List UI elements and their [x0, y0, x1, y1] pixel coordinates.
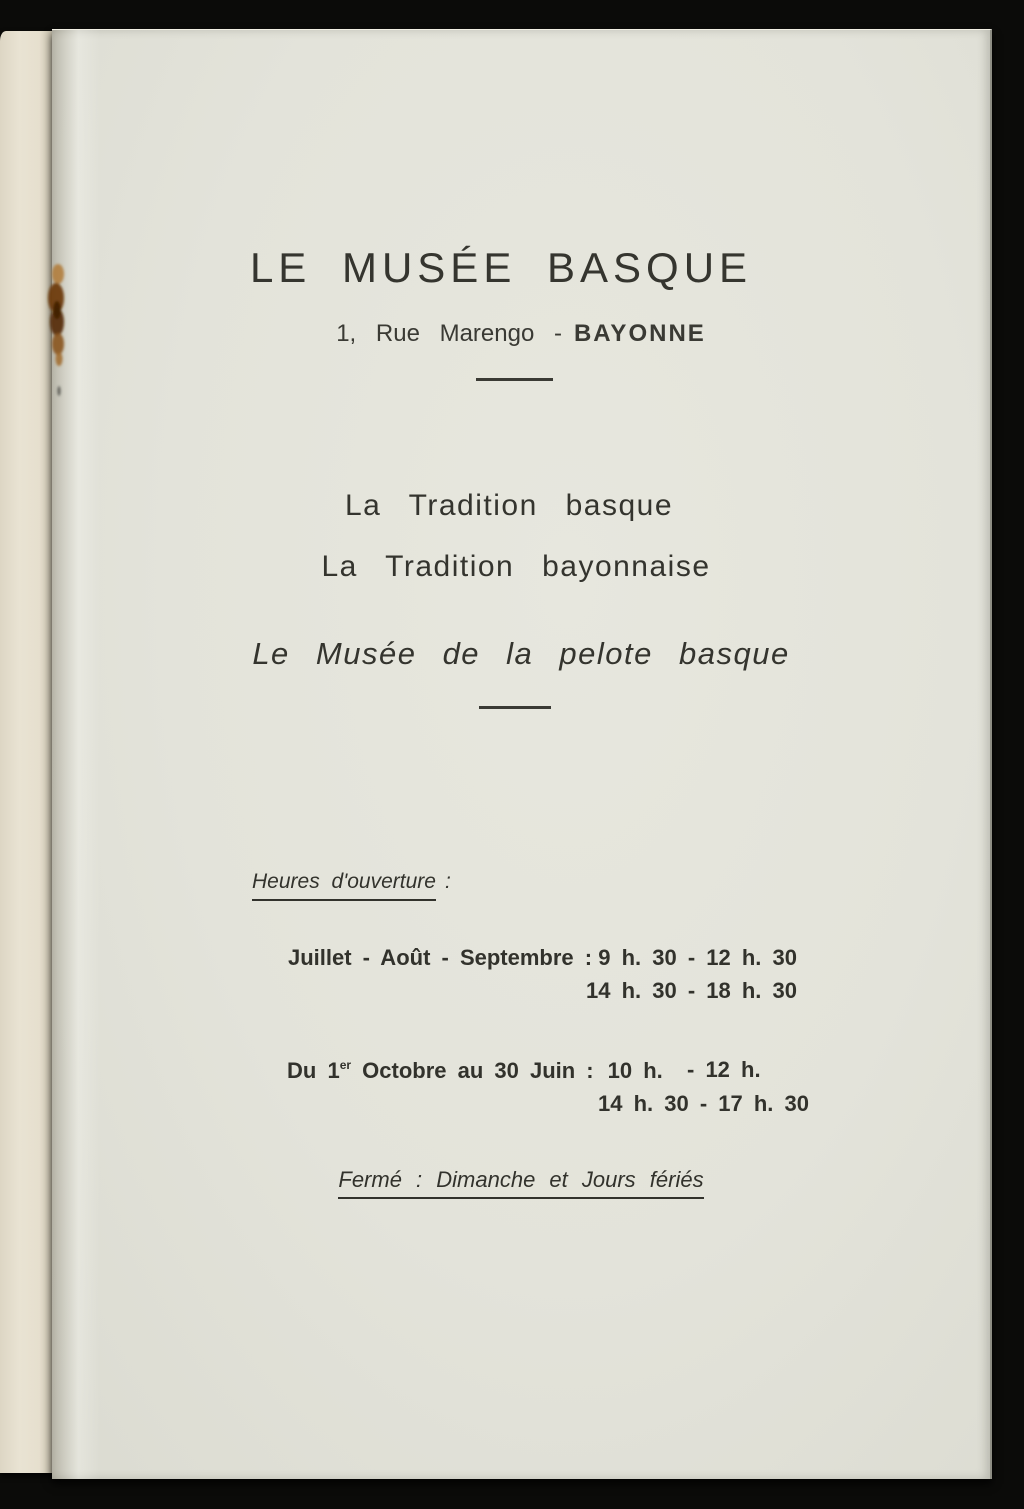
winter-afternoon-hours: 14 h. 30 - 17 h. 30	[598, 1091, 809, 1116]
city-text: BAYONNE	[573, 320, 706, 347]
page-title: LE MUSÉE BASQUE	[249, 244, 753, 291]
street-text: 1, Rue Marengo -	[336, 320, 562, 347]
divider-rule-middle	[479, 706, 551, 709]
intro-line-tradition-bayonnaise: La Tradition bayonnaise	[321, 550, 711, 583]
winter-morning-close: - 12 h.	[687, 1057, 761, 1082]
closed-days-line	[52, 1169, 990, 1191]
winter-morning-open: 10 h.	[607, 1058, 663, 1083]
winter-schedule	[287, 1059, 809, 1115]
summer-months-label: Juillet - Août - Septembre :	[288, 945, 593, 970]
opening-hours-heading-colon: :	[444, 870, 451, 893]
winter-label-prefix: Du 1	[287, 1058, 340, 1083]
summer-afternoon-hours: 14 h. 30 - 18 h. 30	[586, 978, 797, 1003]
intro-line-musee-pelote: Le Musée de la pelote basque	[252, 636, 790, 671]
divider-rule-top	[476, 378, 553, 381]
opening-hours-heading-text: Heures d'ouverture	[252, 870, 436, 901]
summer-schedule-row-1	[288, 947, 797, 969]
winter-months-label	[287, 1059, 663, 1082]
address-line	[52, 322, 990, 346]
winter-label-rest: Octobre au 30 Juin :	[351, 1058, 594, 1083]
summer-morning-hours: 9 h. 30 - 12 h. 30	[598, 945, 797, 970]
opening-hours-heading	[252, 871, 451, 892]
winter-label-superscript: er	[339, 1058, 352, 1072]
closed-days-text: Fermé : Dimanche et Jours fériés	[338, 1167, 703, 1199]
intro-line-tradition-basque: La Tradition basque	[344, 489, 674, 522]
booklet-title-page	[52, 29, 992, 1479]
summer-schedule	[288, 947, 797, 1002]
winter-schedule-row-1	[287, 1059, 809, 1082]
